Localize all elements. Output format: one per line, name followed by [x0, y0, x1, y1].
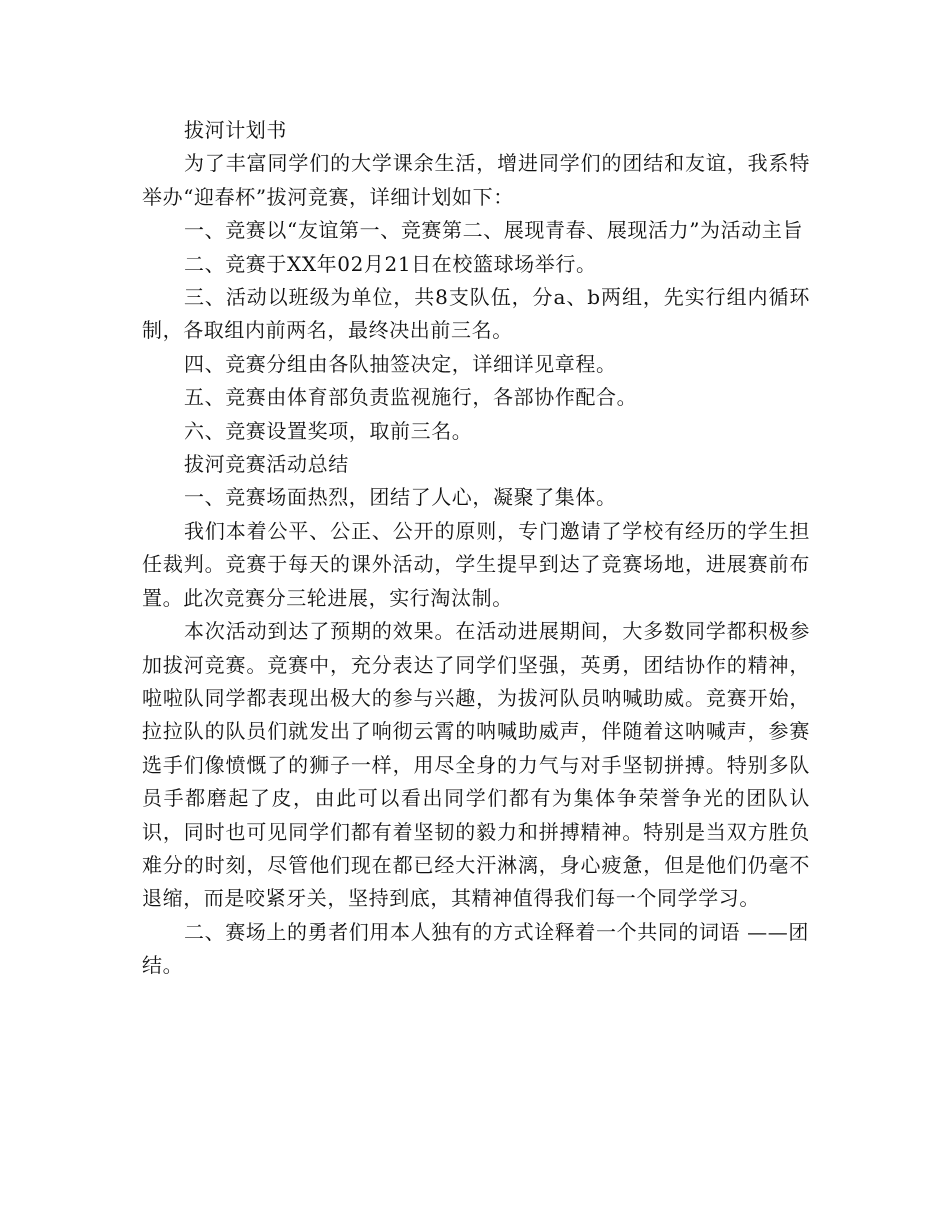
intro-paragraph: 为了丰富同学们的大学课余生活，增进同学们的团结和友谊，我系特举办“迎春杯”拔河竞赛，详细计划如下： — [142, 151, 810, 209]
plan-item-6: 六、竞赛设置奖项，取前三名。 — [184, 418, 473, 443]
summary-title: 拔河竞赛活动总结 — [184, 452, 349, 477]
summary-point-1: 一、竞赛场面热烈，团结了人心，凝聚了集体。 — [184, 485, 617, 510]
plan-item-4: 四、竞赛分组由各队抽签决定，详细详见章程。 — [184, 351, 617, 376]
summary-paragraph-1: 我们本着公平、公正、公开的原则，专门邀请了学校有经历的学生担任裁判。竞赛于每天的课外活动，学生提早到达了竞赛场地，进展赛前布置。此次竞赛分三轮进展，实行淘汰制。 — [142, 518, 810, 610]
plan-item-5: 五、竞赛由体育部负责监视施行，各部协作配合。 — [184, 385, 638, 410]
plan-title: 拔河计划书 — [184, 118, 287, 142]
plan-item-3: 三、活动以班级为单位，共8支队伍，分a、b两组，先实行组内循环制，各取组内前两名，最终决出前三名。 — [142, 285, 810, 343]
summary-paragraph-2: 本次活动到达了预期的效果。在活动进展期间，大多数同学都积极参加拔河竞赛。竞赛中，充分表达了同学们坚强，英勇，团结协作的精神，啦啦队同学都表现出极大的参与兴趣，为拔河队员呐喊助威。竞赛开始，拉拉队的队员们就发出了响彻云霄的呐喊助威声，伴随着这呐喊声，参赛选手们像愤慨了的狮子一样，用尽全身的力气与对手坚韧拼搏。特别多队员手都磨起了皮，由此可以看出同学们都有为集体争荣誉争光的团队认识，同时也可见同学们都有着坚韧的毅力和拼搏精神。特别是当双方胜负难分的时刻，尽管他们现在都已经大汗淋漓，身心疲惫，但是他们仍毫不退缩，而是咬紧牙关，坚持到底，其精神值得我们每一个同学学习。 — [142, 619, 810, 911]
document-page — [142, 114, 810, 983]
plan-item-2: 二、竞赛于XX年02月21日在校篮球场举行。 — [184, 251, 597, 276]
summary-point-2: 二、赛场上的勇者们用本人独有的方式诠释着一个共同的词语 ——团结。 — [142, 919, 809, 978]
plan-item-1: 一、竞赛以“友谊第一、竞赛第二、展现青春、展现活力”为活动主旨 — [184, 218, 804, 243]
